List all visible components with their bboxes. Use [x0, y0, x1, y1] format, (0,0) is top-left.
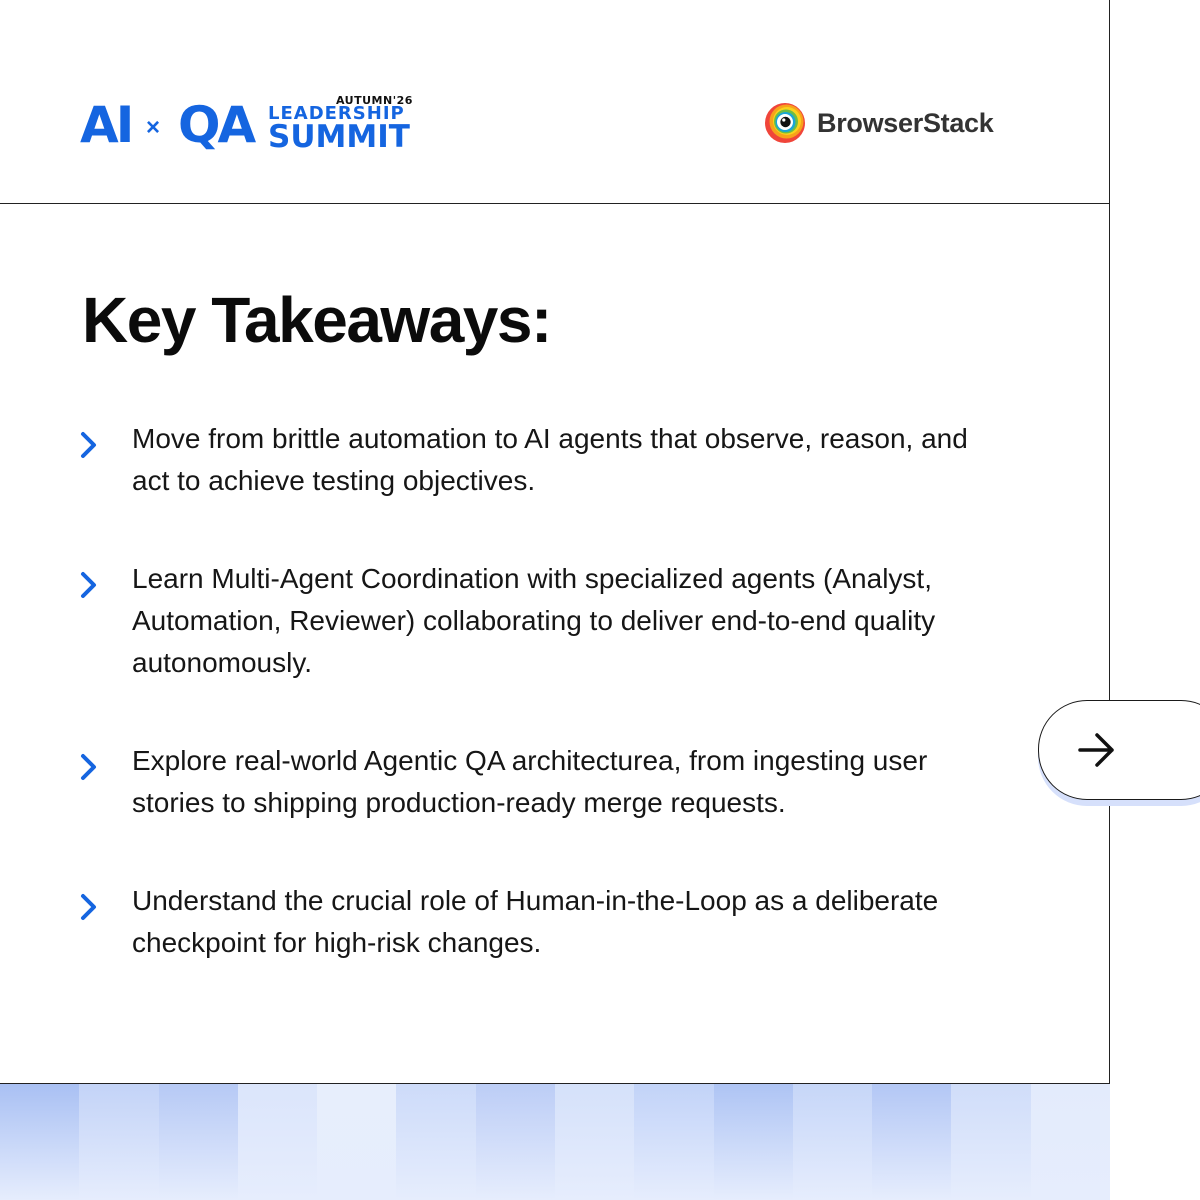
- footer-gradient-cell: [476, 1084, 555, 1200]
- event-logo-times: ×: [146, 114, 161, 141]
- footer-gradient-cell: [1031, 1084, 1110, 1200]
- takeaway-item: [78, 740, 978, 824]
- page-title: Key Takeaways:: [82, 284, 551, 356]
- event-logo: [80, 92, 413, 158]
- takeaways-list: [78, 418, 978, 964]
- takeaway-text: Move from brittle automation to AI agents that observe, reason, and act to achieve testing objectives.: [132, 423, 968, 496]
- footer-gradient-cell: [317, 1084, 396, 1200]
- takeaway-item: [78, 558, 978, 684]
- chevron-right-icon: [78, 570, 100, 600]
- footer-gradient-cell: [951, 1084, 1030, 1200]
- next-slide-button[interactable]: [1038, 700, 1200, 800]
- chevron-right-icon: [78, 430, 100, 460]
- footer-gradient-cell: [159, 1084, 238, 1200]
- footer-gradient-cell: [396, 1084, 475, 1200]
- footer-gradient-cell: [634, 1084, 713, 1200]
- takeaway-item: [78, 880, 978, 964]
- footer-gradient-cell: [0, 1084, 79, 1200]
- browserstack-eye-icon: [764, 102, 806, 144]
- event-logo-summit: SUMMIT: [268, 119, 410, 155]
- footer-gradient-cell: [793, 1084, 872, 1200]
- footer-gradient-cell: [79, 1084, 158, 1200]
- header-divider: [0, 203, 1110, 204]
- event-logo-leadership: LEADERSHIP: [268, 103, 405, 124]
- chevron-right-icon: [78, 892, 100, 922]
- right-margin: [1110, 0, 1200, 1200]
- footer-gradient-cell: [555, 1084, 634, 1200]
- browserstack-wordmark: BrowserStack: [817, 108, 994, 138]
- footer-gradient-cell: [872, 1084, 951, 1200]
- takeaway-text: Explore real-world Agentic QA architecturea, from ingesting user stories to shipping production-ready merge requests.: [132, 745, 928, 818]
- event-logo-ai: AI: [80, 96, 132, 154]
- takeaway-item: [78, 418, 978, 502]
- takeaway-text: Learn Multi-Agent Coordination with specialized agents (Analyst, Automation, Reviewer) collaborating to deliver end-to-end quality autonomously.: [132, 563, 936, 678]
- footer-gradient-cell: [238, 1084, 317, 1200]
- event-logo-qa: QA: [178, 96, 254, 154]
- chevron-right-icon: [78, 752, 100, 782]
- takeaway-text: Understand the crucial role of Human-in-the-Loop as a deliberate checkpoint for high-risk changes.: [132, 885, 939, 958]
- event-logo-season: AUTUMN'26: [336, 94, 413, 107]
- footer-gradient-cell: [714, 1084, 793, 1200]
- footer-gradient-band: [0, 1084, 1110, 1200]
- arrow-right-icon: [1077, 731, 1117, 769]
